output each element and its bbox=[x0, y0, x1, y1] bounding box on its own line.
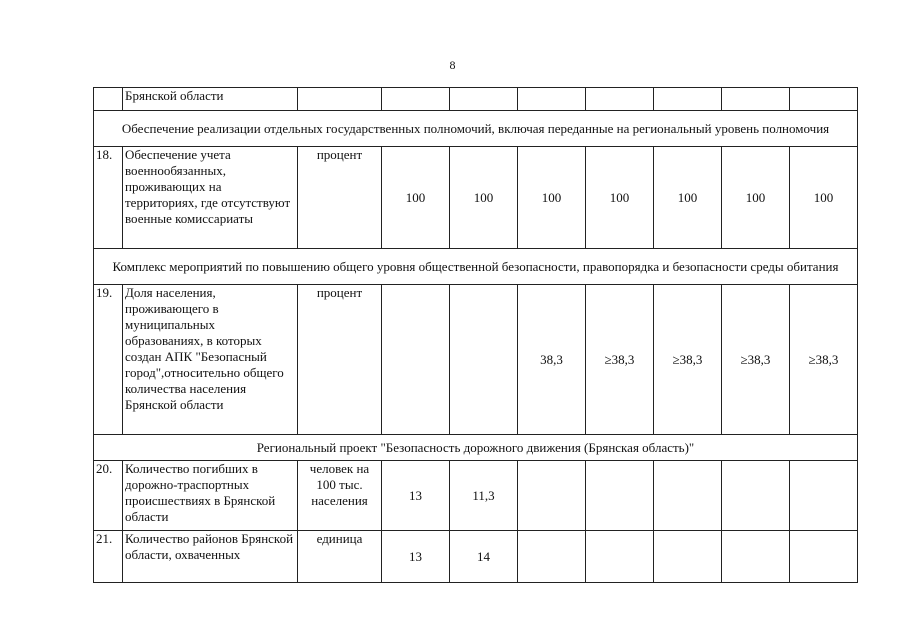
value-cell: 100 bbox=[654, 147, 722, 249]
row-number-cell: 18. bbox=[94, 147, 123, 249]
section-heading: Региональный проект "Безопасность дорожного движения (Брянская область)" bbox=[94, 435, 858, 461]
table-row bbox=[94, 88, 858, 111]
value-cell: 100 bbox=[518, 147, 586, 249]
indicator-name-cell: Количество погибших в дорожно-траспортных происшествиях в Брянской области bbox=[123, 461, 298, 531]
unit-cell: единица bbox=[298, 531, 382, 583]
table-row bbox=[94, 285, 858, 435]
row-number-cell bbox=[94, 88, 123, 111]
value-cell bbox=[518, 531, 586, 583]
row-number-cell: 19. bbox=[94, 285, 123, 435]
unit-cell: человек на 100 тыс. населения bbox=[298, 461, 382, 531]
unit-cell bbox=[298, 88, 382, 111]
value-cell bbox=[722, 531, 790, 583]
table-row bbox=[94, 531, 858, 583]
section-heading: Обеспечение реализации отдельных государственных полномочий, включая переданные на региональный уровень полномочия bbox=[94, 111, 858, 147]
value-cell: 14 bbox=[450, 531, 518, 583]
section-row bbox=[94, 111, 858, 147]
value-cell bbox=[450, 285, 518, 435]
value-cell bbox=[382, 88, 450, 111]
value-cell: 100 bbox=[450, 147, 518, 249]
value-cell: 100 bbox=[586, 147, 654, 249]
value-cell bbox=[790, 531, 858, 583]
value-cell bbox=[654, 531, 722, 583]
table-row bbox=[94, 147, 858, 249]
value-cell: 100 bbox=[722, 147, 790, 249]
indicator-name-cell: Обеспечение учета военнообязанных, проживающих на территориях, где отсутствуют военные комиссариаты bbox=[123, 147, 298, 249]
value-cell bbox=[382, 285, 450, 435]
section-row bbox=[94, 435, 858, 461]
value-cell bbox=[518, 88, 586, 111]
value-cell: 38,3 bbox=[518, 285, 586, 435]
value-cell: ≥38,3 bbox=[654, 285, 722, 435]
value-cell: 13 bbox=[382, 531, 450, 583]
indicator-name-cell: Количество районов Брянской области, охваченных bbox=[123, 531, 298, 583]
row-number-cell: 20. bbox=[94, 461, 123, 531]
value-cell bbox=[790, 88, 858, 111]
value-cell bbox=[790, 461, 858, 531]
table-row bbox=[94, 461, 858, 531]
value-cell bbox=[518, 461, 586, 531]
indicator-name-cell: Доля населения, проживающего в муниципальных образованиях, в которых создан АПК "Безопасный город",относительно общего количества населения Брянской области bbox=[123, 285, 298, 435]
section-row bbox=[94, 249, 858, 285]
value-cell bbox=[722, 88, 790, 111]
value-cell: ≥38,3 bbox=[790, 285, 858, 435]
value-cell: 100 bbox=[790, 147, 858, 249]
value-cell bbox=[450, 88, 518, 111]
unit-cell: процент bbox=[298, 147, 382, 249]
value-cell bbox=[586, 531, 654, 583]
section-heading: Комплекс мероприятий по повышению общего уровня общественной безопасности, правопорядка и безопасности среды обитания bbox=[94, 249, 858, 285]
value-cell bbox=[654, 88, 722, 111]
value-cell: 11,3 bbox=[450, 461, 518, 531]
value-cell bbox=[586, 88, 654, 111]
row-number-cell: 21. bbox=[94, 531, 123, 583]
value-cell: 13 bbox=[382, 461, 450, 531]
value-cell: ≥38,3 bbox=[586, 285, 654, 435]
value-cell bbox=[722, 461, 790, 531]
indicator-name-cell: Брянской области bbox=[123, 88, 298, 111]
value-cell: 100 bbox=[382, 147, 450, 249]
indicators-table bbox=[93, 87, 858, 583]
value-cell bbox=[654, 461, 722, 531]
unit-cell: процент bbox=[298, 285, 382, 435]
value-cell bbox=[586, 461, 654, 531]
value-cell: ≥38,3 bbox=[722, 285, 790, 435]
page-number: 8 bbox=[449, 58, 456, 72]
